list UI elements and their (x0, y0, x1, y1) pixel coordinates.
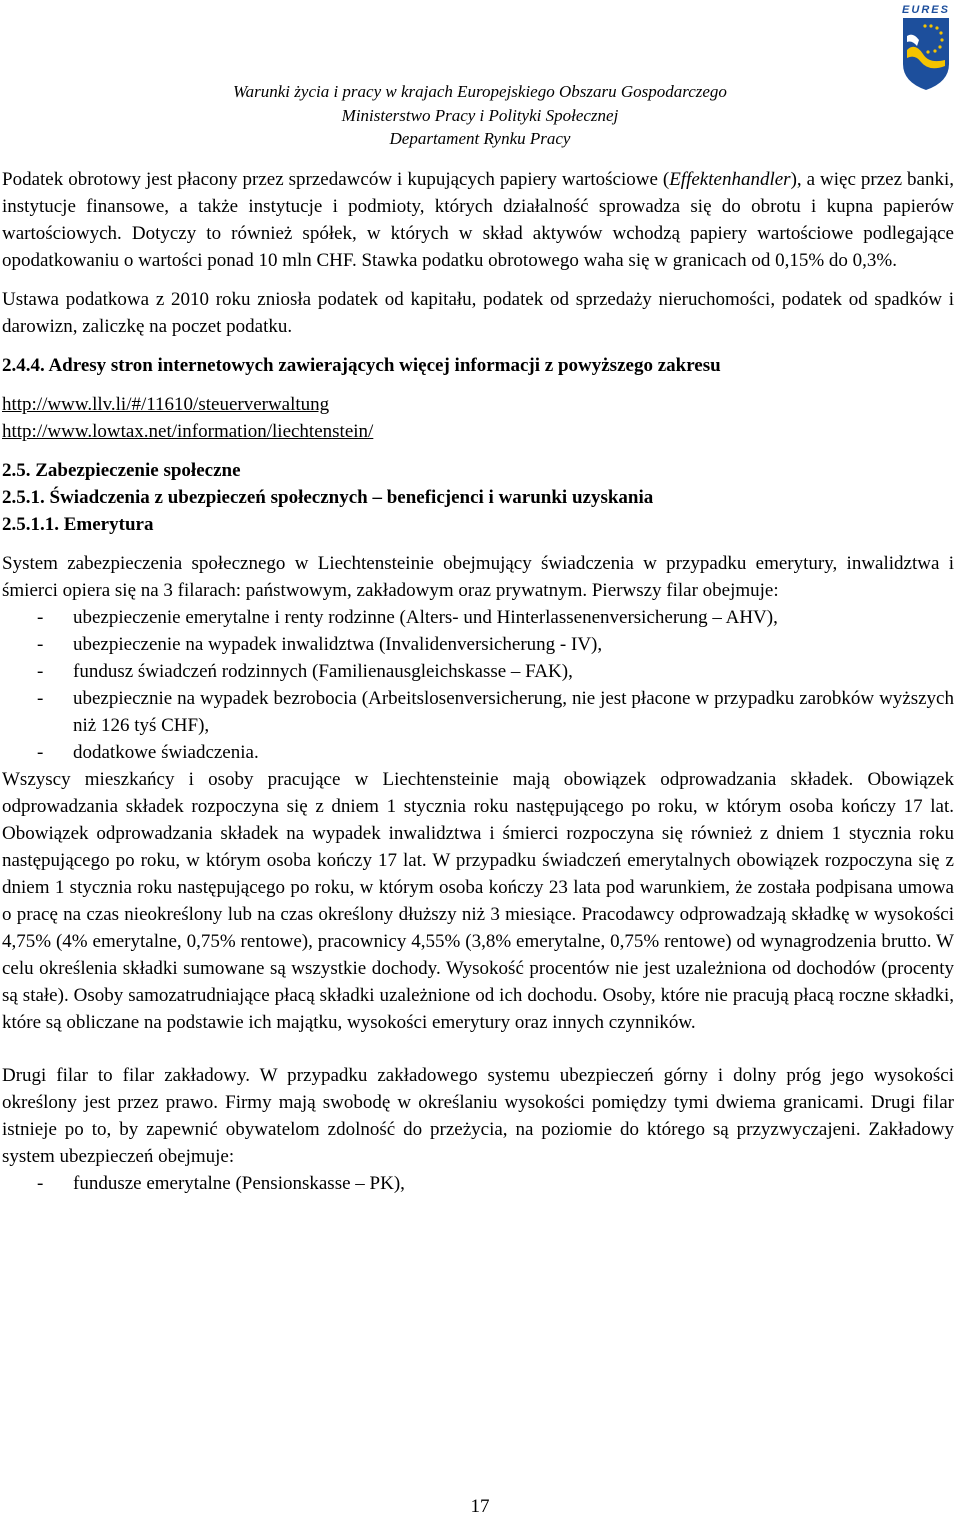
first-pillar-list (2, 604, 954, 766)
header-line-1: Warunki życia i pracy w krajach Europejskiego Obszaru Gospodarczego (233, 82, 727, 101)
heading-2-5-1: 2.5.1. Świadczenia z ubezpieczeń społecznych – beneficjenci i warunki uzyskania (2, 487, 654, 508)
heading-2-5-1-1: 2.5.1.1. Emerytura (2, 514, 154, 535)
paragraph-system-overview: System zabezpieczenia społecznego w Liechtensteinie obejmujący świadczenia w przypadku emerytury, inwalidztwa i śmierci opiera się na 3 filarach: państwowym, zakładowym oraz prywatnym. Pierwszy filar obejmuje: (2, 553, 954, 601)
paragraph-tax-law-2010: Ustawa podatkowa z 2010 roku zniosła podatek od kapitału, podatek od sprzedaży nieruchomości, podatek od spadków i darowizn, zaliczkę na poczet podatku. (2, 289, 954, 337)
links-list (2, 391, 954, 445)
list-item: - ubezpiecznie na wypadek bezrobocia (Arbeitslosenversicherung, nie jest płacone w przypadku zarobków wyższych niż 126 tyś CHF), (37, 688, 954, 736)
list-item: - fundusze emerytalne (Pensionskasse – PK), (37, 1173, 405, 1194)
list-item: - dodatkowe świadczenia. (37, 742, 259, 763)
header-line-3: Departament Rynku Pracy (389, 129, 571, 148)
p1-text-start: Podatek obrotowy jest płacony przez sprzedawców i kupujących papiery wartościowe ( (2, 169, 670, 190)
p1-text-end: ), a więc przez banki, instytucje finansowe, a także instytucje i podmioty, których działalność sprowadza się do obrotu i kupna papierów wartościowych. Dotyczy to również spółek, w których w skład aktywów wchodzą papiery wartościowe podlegające opodatkowaniu o wartości ponad 10 mln CHF. Stawka podatku obrotowego waha się w granicach od 0,15% do 0,3%. (2, 169, 954, 271)
list-item: - ubezpieczenie na wypadek inwalidztwa (Invalidenversicherung - IV), (37, 634, 603, 655)
header-line-2: Ministerstwo Pracy i Polityki Społecznej (341, 105, 619, 125)
page-number: 17 (470, 1496, 490, 1517)
heading-2-5: 2.5. Zabezpieczenie społeczne (2, 460, 241, 481)
link-lowtax[interactable]: http://www.lowtax.net/information/liechtenstein/ (2, 421, 374, 442)
second-pillar-list (2, 1170, 954, 1197)
paragraph-turnover-tax (2, 166, 954, 274)
list-item: - fundusz świadczeń rodzinnych (Familienausgleichskasse – FAK), (37, 661, 573, 682)
link-llv[interactable]: http://www.llv.li/#/11610/steuerverwaltung (2, 394, 330, 415)
paragraph-contributions: Wszyscy mieszkańcy i osoby pracujące w Liechtensteinie mają obowiązek odprowadzania składek. Obowiązek odprowadzania składek rozpoczyna się z dniem 1 stycznia roku następującego po roku, w którym osoba kończy 17 lat. Obowiązek odprowadzania składek na wypadek inwalidztwa i śmierci rozpoczyna się również z dniem 1 stycznia roku następującego po roku, w którym osoba kończy 17 lat. W przypadku świadczeń emerytalnych obowiązek rozpoczyna się z dniem 1 stycznia roku następującego po roku, w którym osoba kończy 23 lata pod warunkiem, że została podpisana umowa o pracę na czas nieokreślony lub na czas określony dłuższy niż 3 miesiące. Pracodawcy odprowadzają składkę w wysokości 4,75% (4% emerytalne, 0,75% rentowe), pracownicy 4,55% (3,8% emerytalne, 0,75% rentowe) od wynagrodzenia brutto. W celu określenia składki sumowane są wszystkie dochody. Wysokość procentów nie jest uzależniona od dochodów (procenty są stałe). Osoby samozatrudniające płacą składki uzależnione od ich dochodu. Osoby, które nie pracują płacą roczne składki, które są obliczane na podstawie ich majątku, wysokości emerytury oraz innych czynników. (2, 769, 954, 1033)
document-body (2, 166, 954, 1197)
logo-text: EURES (902, 4, 950, 16)
paragraph-second-pillar: Drugi filar to filar zakładowy. W przypadku zakładowego systemu ubezpieczeń górny i dolny próg jego wysokości określony jest przez prawo. Firmy mają swobodę w określaniu wysokości pomiędzy tymi dwiema granicami. Drugi filar istnieje po to, by zapewnić obywatelom zdolność do przeżycia, na poziomie do którego są przyzwyczajeni. Zakładowy system ubezpieczeń obejmuje: (2, 1065, 954, 1167)
document-header (0, 80, 960, 151)
p1-italic-term: Effektenhandler (669, 169, 791, 190)
list-item: - ubezpieczenie emerytalne i renty rodzinne (Alters- und Hinterlassenenversicherung – AHV), (37, 607, 778, 628)
heading-2-4-4: 2.4.4. Adresy stron internetowych zawierających więcej informacji z powyższego zakresu (2, 355, 721, 376)
eures-logo (895, 2, 957, 92)
